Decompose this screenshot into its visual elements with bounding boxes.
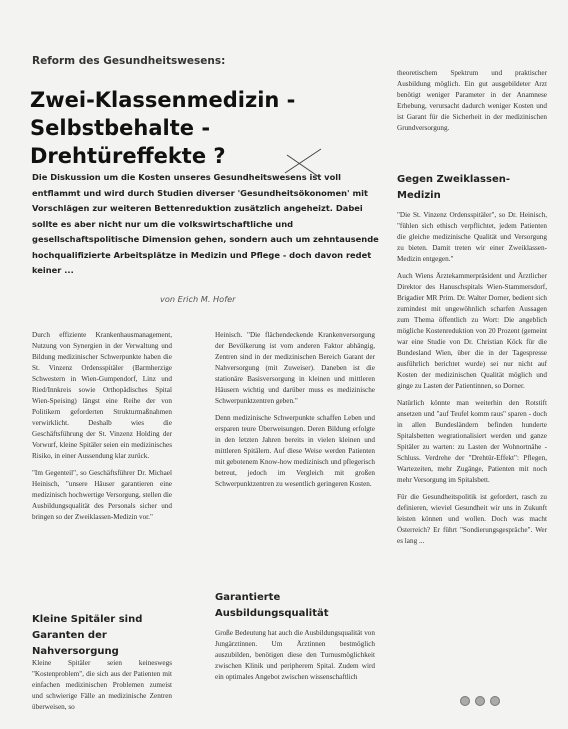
- lead-text: Die Diskussion um die Kosten unseres Gesundheitswesens ist voll entflammt und wird durch Studien diverser 'Gesundheitsökonomen' mit Vorschlägen zur weiteren Bettenreduktion zusätzlich angeheizt. Dabei sollte es aber nicht nur um die volkswirtschaftliche und gesellschaftspolitische Dimension gehen, sondern auch um zehntausende hochqualifizierte Arbeitsplätze in Medizin und Pflege - doch davon redet keiner ...: [32, 172, 379, 275]
- col3-paragraph: theoretischem Spektrum und praktischer Ausbildung möglich. Ein gut ausgebildeter Arzt benötigt weniger Parameter in der Anamnese Erhebung, verursacht dadurch weniger Kosten und ist Garant für die Sicherheit in der medizinischen Grundversorgung.: [397, 69, 547, 132]
- col1-continuation: [32, 658, 172, 719]
- article-title: [30, 86, 390, 170]
- column-1: [32, 330, 172, 529]
- article-lead: [32, 170, 387, 279]
- col1-subheading: Kleine Spitäler sind Garanten der Nahversorgung: [32, 614, 143, 657]
- col3-paragraph: Natürlich könnte man weiterhin den Rotstift ansetzen und "auf Teufel komm raus" sparen - doch in allen Bundesländern befinden hunderte Spitalsbetten wegrationalisiert werden und ganze Spitäler zu warten: zu Lasten der Wohnortnähe - Schluss. Verdrehe der "Drehtür-Effekt": Pflegen, Wartezeiten, mehr Zugänge, Patienten mit noch mehr Versorgung im Spitalsbett.: [397, 399, 547, 484]
- article-kicker: Reform des Gesundheitswesens:: [32, 55, 226, 67]
- col2-paragraph: Große Bedeutung hat auch die Ausbildungsqualität von Jungärztinnen. Um Ärztinnen bestmöglich auszubilden, benötigen diese den Turnusmöglichkeit zwischen Klinik und peripherem Spital. Zudem wird ein optimales Angebot zwischen wissenschaftlich: [215, 629, 375, 681]
- column-3-intro: [397, 68, 547, 140]
- column-3: [397, 210, 547, 553]
- col2-paragraph: Denn medizinische Schwerpunkte schaffen Leben und ersparen teure Überweisungen. Deren Bildung erfolgte in den letzten Jahren bereits in vielen kleinen und mittleren Spitälern. Auf diese Weise werden Patienten mit gebotenem Know-how medizinisch und pflegerisch betreut, jedoch im Vergleich mit großen Schwerpunktzentren zu wesentlich geringeren Kosten.: [215, 414, 375, 488]
- end-dot: [490, 696, 500, 706]
- col1-paragraph: "Im Gegenteil", so Geschäftsführer Dr. Michael Heinisch, "unsere Häuser garantieren eine medizinisch hochwertige Versorgung, stellen die Ausbildungsqualität des Personals sicher und bringen so der Zweiklassen-Medizin vor.": [32, 469, 172, 521]
- column-2: [215, 330, 375, 496]
- end-of-article-dots: [460, 696, 500, 706]
- title-line-1: Zwei-Klassenmedizin -: [30, 88, 296, 112]
- col3-subheading: Gegen Zweiklassen-Medizin: [397, 174, 511, 201]
- col1-paragraph: Durch effiziente Krankenhausmanagement, Nutzung von Synergien in der Verwaltung und Bildung medizinischer Schwerpunkte haben die St. Vinzenz Ordensspitäler (Barmherzige Schwestern in Wien-Gumpendorf, Linz und Ried/Innkreis sowie Orthopädisches Spital Wien-Speising) längst eine Reihe der von Politikern geforderten Strukturmaßnahmen verwirklicht. Deshalb wies die Geschäftsführung der St. Vinzenz Holding der Vorwurf, kleine Spitäler seien ein medizinisches Risiko, in einer Aussendung klar zurück.: [32, 331, 172, 460]
- end-dot: [475, 696, 485, 706]
- col2-paragraph: Heinisch. "Die flächendeckende Krankenversorgung der Bevölkerung ist vom anderen Faktor abhängig, Zentren sind in der medizinischen Bereich Garant der Nahversorgung (mit Zuweiser). Daneben ist die stationäre Basisversorgung in kleinen und mittleren Häusern wichtig und darüber muss es medizinische Schwerpunktzentren geben.": [215, 331, 375, 405]
- col3-paragraph: Für die Gesundheitspolitik ist gefordert, rasch zu definieren, wieviel Gesundheit wir uns in Zukunft leisten können und wollen. Doch was macht Österreich? Er führt "Sondierungsgespräche". Wer es lang ...: [397, 493, 547, 545]
- end-dot: [460, 696, 470, 706]
- col1-paragraph: Kleine Spitäler seien keineswegs "Kostenproblem", die sich aus der Patienten mit einfachen medizinischen Problemen zumeist und schwierige Fälle an medizinische Zentren überweisen, so: [32, 659, 172, 711]
- title-line-2: Selbstbehalte - Drehtüreffekte ?: [30, 116, 226, 168]
- col3-paragraph: Auch Wiens Ärztekammerpräsident und Ärztlicher Direktor des Hanuschspitals Wien-Stammersdorf, Brigadier MR Prim. Dr. Walter Dorner, bedient sich zumindest mit ungewöhnlich scharfen Aussagen zum Thema öffentlich zu Wort: Die angeblich mögliche Kostenreduktion von 20 Prozent (gemeint war eine Studie von Dr. Christian Köck für die Bundesland Wien, über die in der Tagespresse ausführlich berichtet wurde) sei nur nicht auf Kosten der medizinischen Qualität möglich und ginge zu Lasten der Patientinnen, so Dorner.: [397, 272, 547, 390]
- col2-subheading: Garantierte Ausbildungsqualität: [215, 592, 329, 619]
- col3-paragraph: "Die St. Vinzenz Ordensspitäler", so Dr. Heinisch, "fühlen sich ethisch verpflichtet, jedem Patienten die gleiche medizinische Qualität und Versorgung zu bieten. Damit treten wir einer Zweiklassen-Medizin entgegen.": [397, 211, 547, 263]
- col2-continuation: [215, 628, 375, 689]
- article-byline: von Erich M. Hofer: [160, 294, 236, 304]
